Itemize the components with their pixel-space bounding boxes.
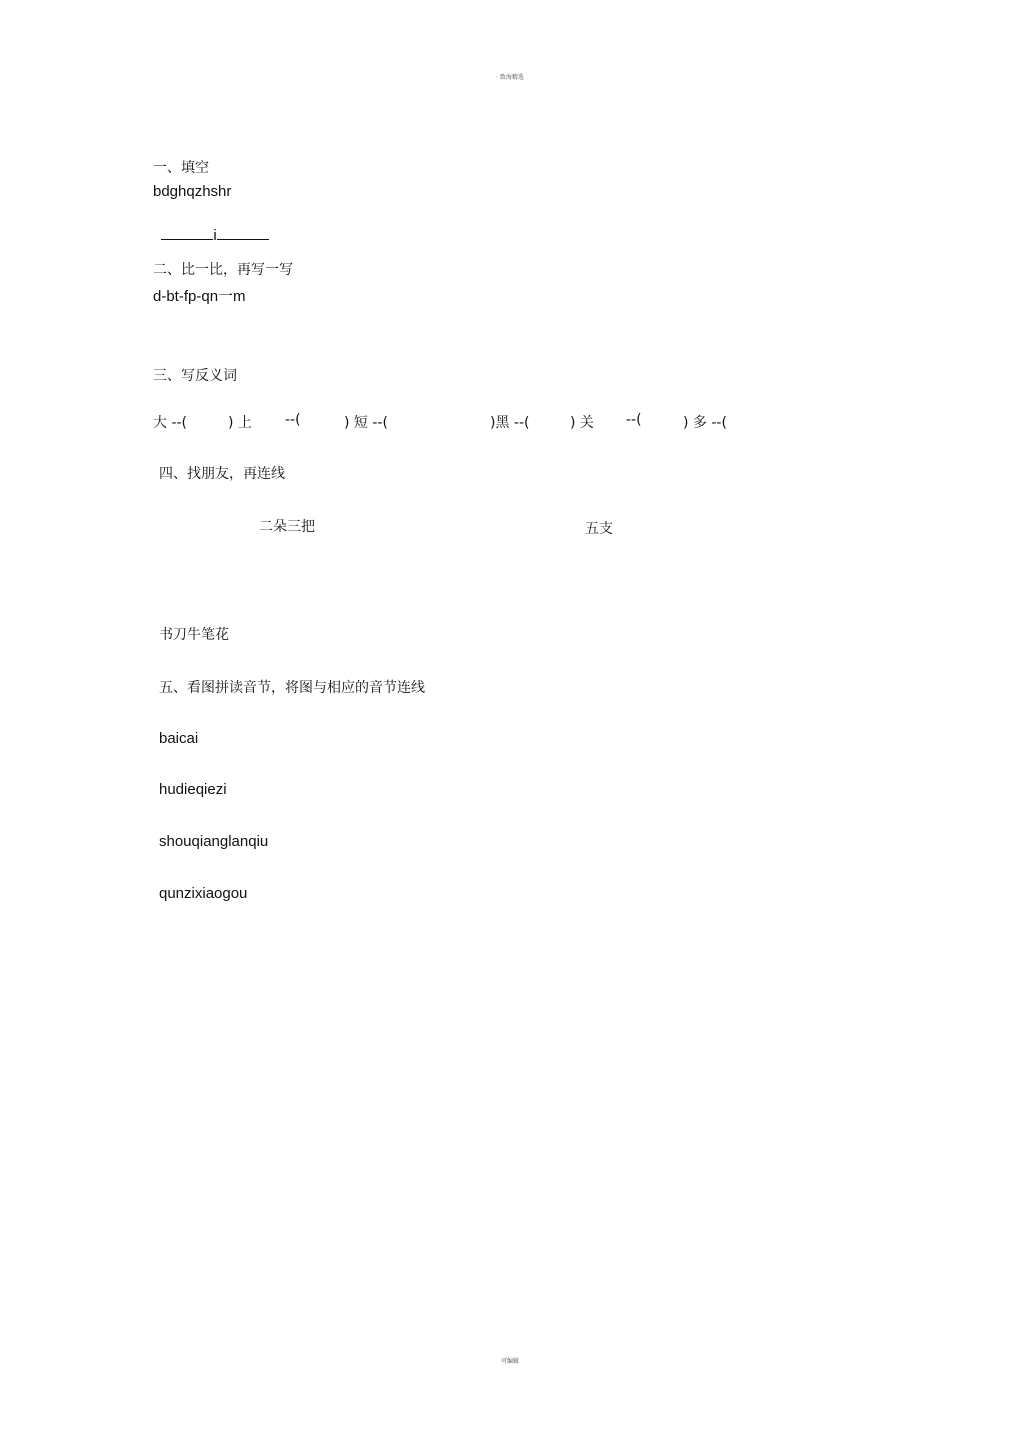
page-footer: 可编辑 bbox=[501, 1358, 520, 1365]
section-1-letters: bdghqzhshr bbox=[153, 183, 232, 200]
syllable-item: shouqianglanqiu bbox=[159, 833, 269, 850]
antonym-item: )黑 --( bbox=[490, 415, 530, 431]
measure-words-group-b: 五支 bbox=[585, 521, 613, 537]
page-header: · 致海精选 bbox=[496, 74, 524, 81]
blank-underline-right bbox=[217, 225, 269, 240]
syllable-item: baicai bbox=[159, 730, 199, 747]
nouns-row: 书刀牛笔花 bbox=[159, 627, 229, 643]
section-1-title: 一、填空 bbox=[153, 160, 209, 176]
blank-underline-left bbox=[161, 225, 213, 240]
antonym-item: ) 关 bbox=[570, 415, 594, 431]
measure-words-group-a: 二朵三把 bbox=[259, 519, 315, 535]
antonym-item: ) 多 --( bbox=[683, 415, 727, 431]
antonym-item: ) 短 --( bbox=[344, 415, 388, 431]
section-2-title: 二、比一比，再写一写 bbox=[153, 262, 293, 278]
fill-blank-line bbox=[153, 208, 269, 244]
syllable-item: qunzixiaogou bbox=[159, 885, 248, 902]
blank-letter: i bbox=[213, 227, 217, 244]
antonym-item: --( bbox=[285, 412, 301, 428]
antonym-item: ) 上 bbox=[228, 415, 252, 431]
antonym-item: 大 --( bbox=[153, 415, 188, 431]
section-3-title: 三、写反义词 bbox=[153, 368, 237, 384]
antonym-item: --( bbox=[626, 412, 642, 428]
section-4-title: 四、找朋友，再连线 bbox=[159, 466, 285, 482]
syllable-item: hudieqiezi bbox=[159, 781, 227, 798]
section-5-title: 五、看图拼读音节，将图与相应的音节连线 bbox=[159, 680, 425, 696]
section-2-letters: d-bt-fp-qn一m bbox=[153, 288, 246, 305]
